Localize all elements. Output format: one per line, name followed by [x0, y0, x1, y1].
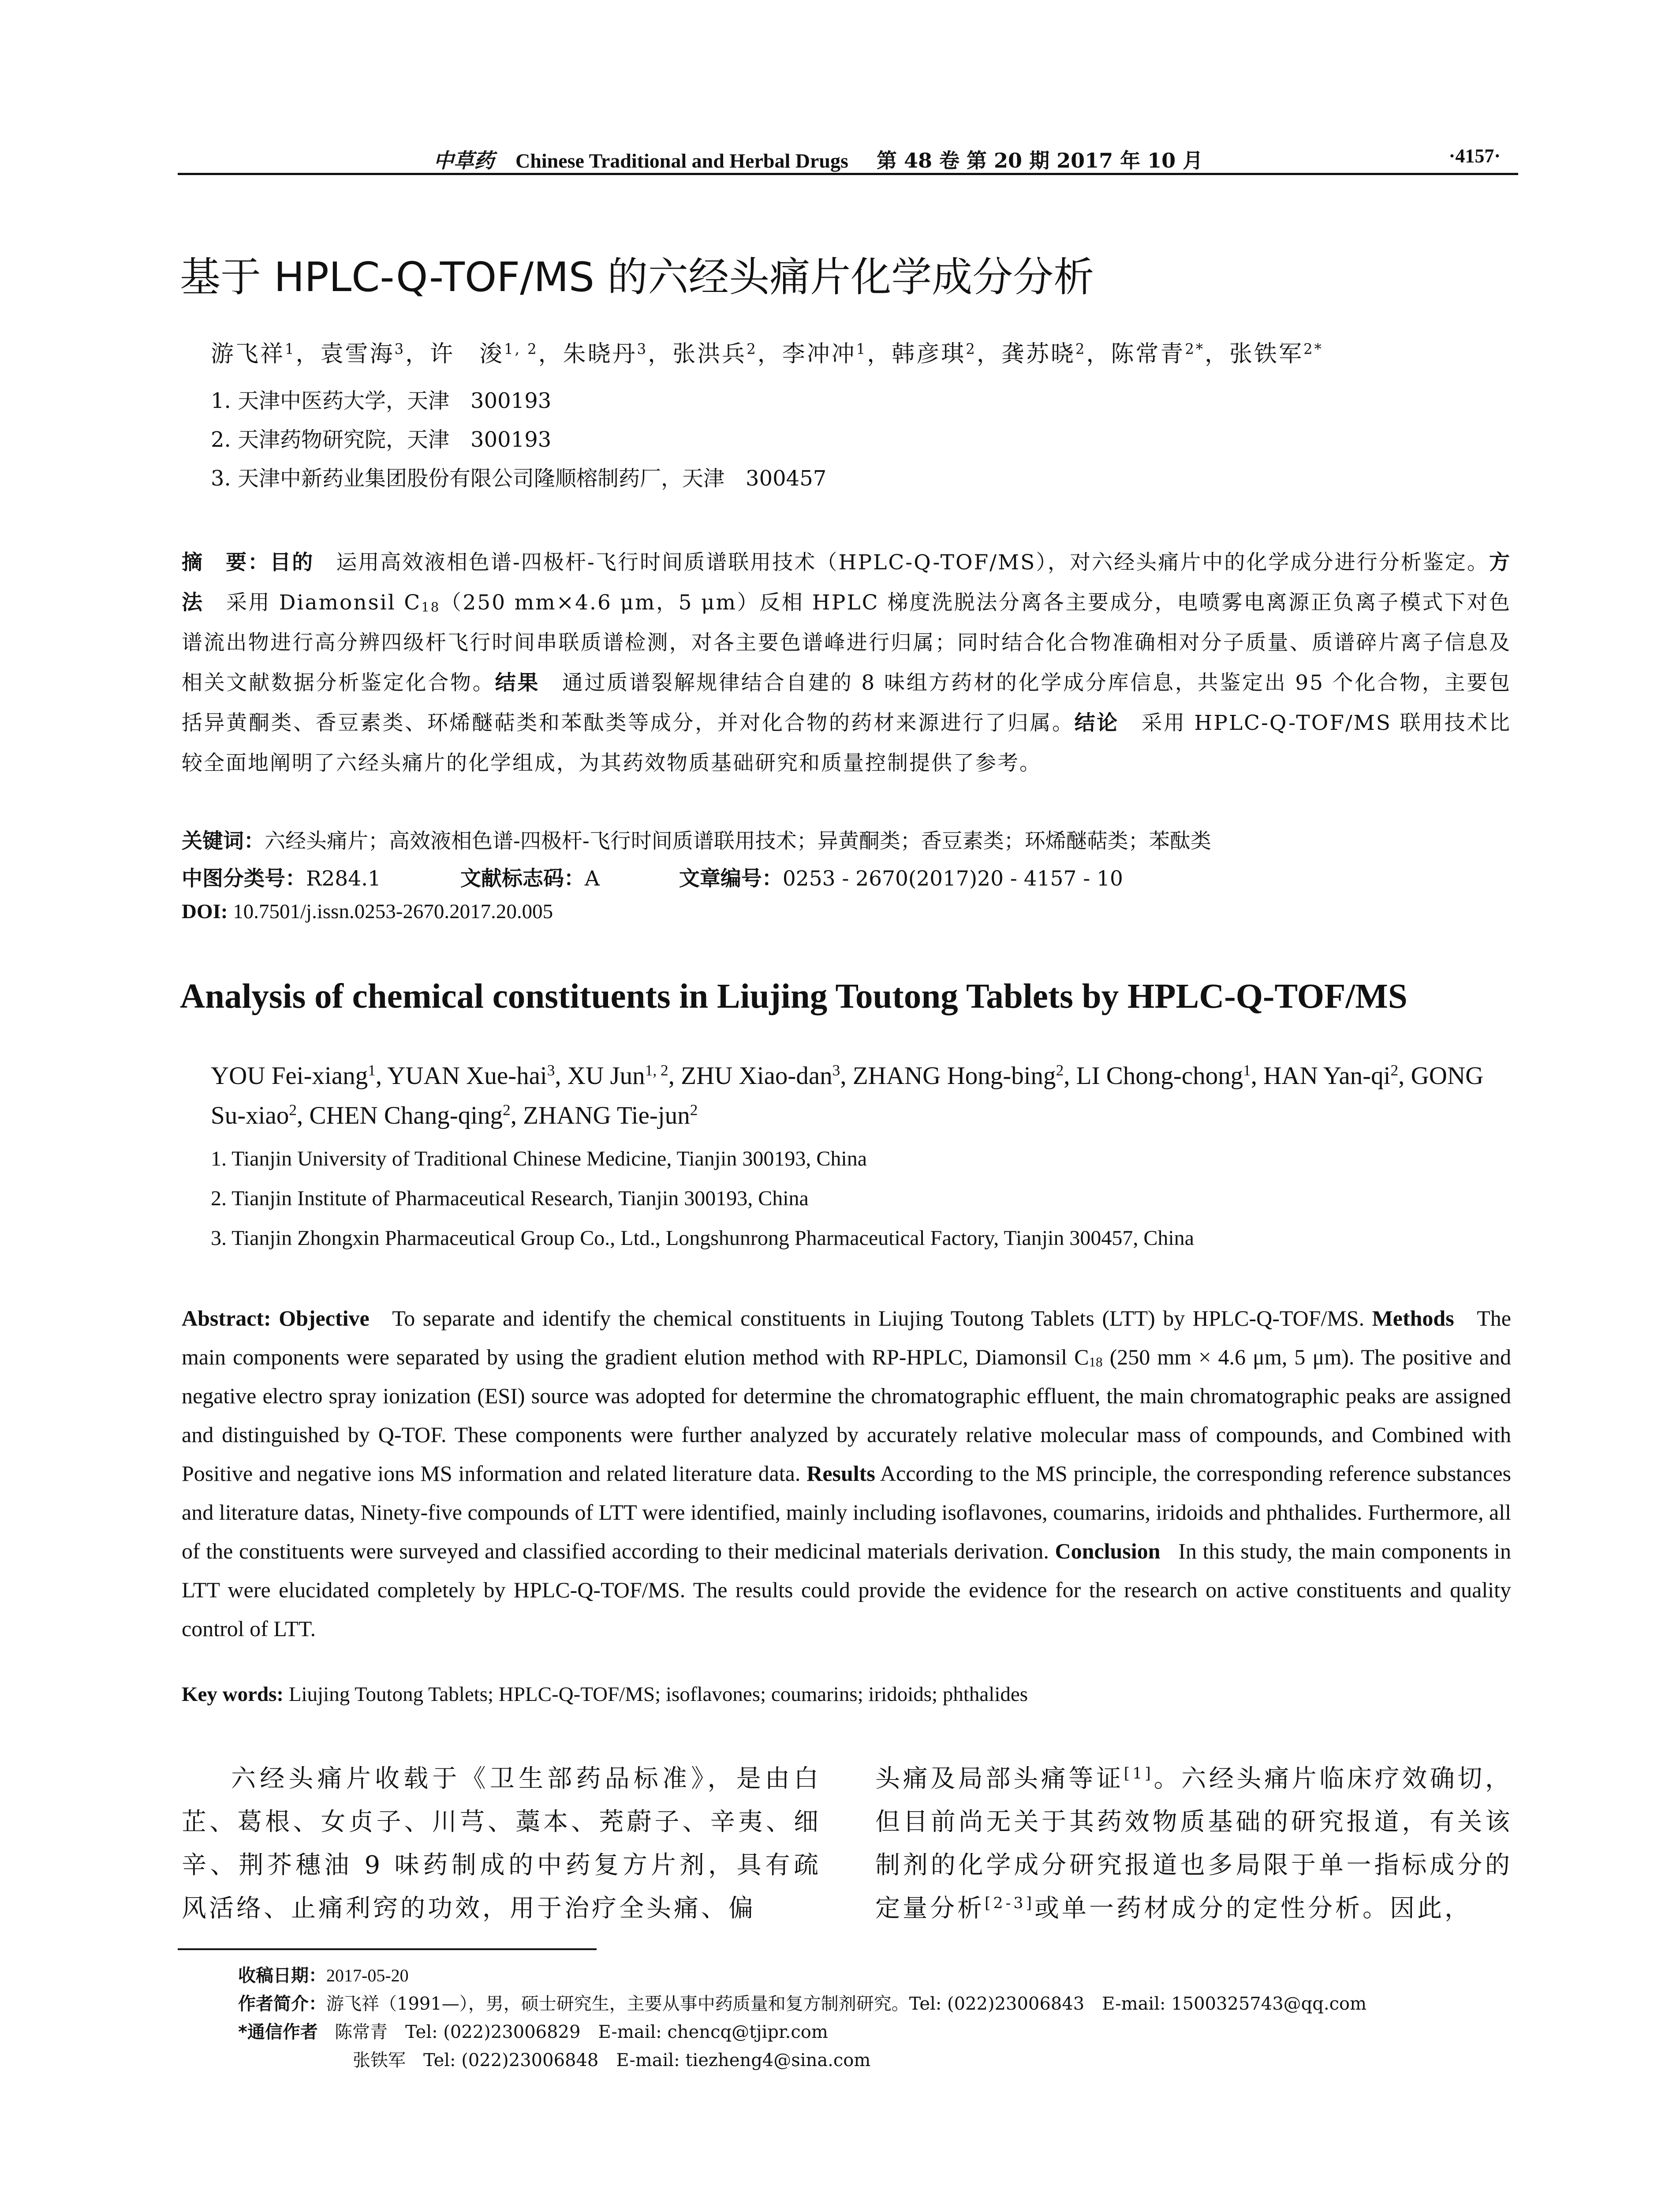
- citation-1[interactable]: [1]: [1124, 1764, 1154, 1783]
- conclusion-en-label: Conclusion: [1055, 1539, 1161, 1563]
- methods-cn-label: 方法: [182, 550, 1512, 615]
- conclusion-cn-text: 采用 HPLC-Q-TOF/MS 联用技术比较全面地阐明了六经头痛片的化学组成，为其药效物质基础研究和质量控制提供了参考。: [182, 711, 1512, 775]
- doi-line: [182, 900, 1511, 923]
- corresponding-1: 陈常青 Tel: (022)23006829 E-mail: chencq@tjipr.com: [335, 2022, 828, 2042]
- author-cn: 许 浚: [430, 341, 504, 367]
- results-cn-label: 结果: [495, 671, 540, 695]
- keywords-en: [182, 1682, 1511, 1706]
- author-en-affil-mark: 3: [547, 1061, 555, 1079]
- doc-code-value: A: [584, 867, 600, 891]
- author-en: ZHANG Hong-bing: [852, 1062, 1056, 1090]
- author-en: GONG Su-xiao: [211, 1062, 1484, 1129]
- body-right-text-a: 头痛及局部头痛等证: [875, 1764, 1124, 1793]
- author-cn: 朱晓丹: [563, 341, 637, 367]
- body-right-text-b: 。六经头痛片临床疗效确切，但目前尚无关于其药效物质基础的研究报道，有关该制剂的化学成分研究报道也多局限于单一指标成分的定量分析: [875, 1764, 1513, 1923]
- author-bio-text: 游飞祥（1991—），男，硕士研究生，主要从事中药质量和复方制剂研究。Tel: (022)23006843 E-mail: 1500325743@qq.com: [326, 1994, 1367, 2014]
- author-en: YOU Fei-xiang: [211, 1062, 368, 1090]
- doi-value: 10.7501/j.issn.0253-2670.2017.20.005: [233, 900, 553, 923]
- authors-cn: 游飞祥$^1$，袁雪海$^3$，许 浚$^{1, 2}$，朱晓丹$^3$，张洪兵$^2$，李冲冲$^1$，韩彦琪$^2$，龚苏晓$^2$，陈常青$^{2*}$，张铁军$^{2*}$: [211, 340, 1323, 367]
- author-cn-affil-mark: 3: [394, 340, 406, 358]
- affiliation-cn-1: 1. 天津中医药大学，天津 300193: [211, 389, 552, 413]
- running-header: [178, 140, 1518, 176]
- author-cn-affil-mark: 1: [285, 340, 296, 358]
- author-en: XU Jun: [567, 1062, 645, 1090]
- article-no-value: 0253 - 2670(2017)20 - 4157 - 10: [782, 867, 1123, 891]
- author-cn-affil-mark: 1: [856, 340, 867, 358]
- citation-2-3[interactable]: [2-3]: [985, 1894, 1034, 1912]
- title-en: Analysis of chemical constituents in Liujing Toutong Tablets by HPLC-Q-TOF/MS: [180, 977, 1407, 1016]
- affiliation-en-2: 2. Tianjin Institute of Pharmaceutical Research, Tianjin 300193, China: [211, 1187, 809, 1210]
- clc-label: 中图分类号：: [182, 867, 306, 891]
- keywords-cn-text: 六经头痛片；高效液相色谱-四极杆-飞行时间质谱联用技术；异黄酮类；香豆素类；环烯醚萜类；苯酞类: [265, 829, 1211, 853]
- keywords-cn-label: 关键词：: [182, 829, 265, 853]
- author-en-affil-mark: 1, 2: [645, 1061, 668, 1079]
- footnote-rule: [178, 1948, 597, 1950]
- author-cn-affil-mark: 2: [1075, 340, 1086, 358]
- clc-value: R284.1: [306, 867, 381, 891]
- author-cn-affil-mark: 1, 2: [504, 340, 538, 358]
- keywords-en-text: Liujing Toutong Tablets; HPLC-Q-TOF/MS; isoflavones; coumarins; iridoids; phthalides: [288, 1683, 1028, 1706]
- body-right-column: [875, 1757, 1512, 1930]
- conclusion-en-text: In this study, the main components in LTT were elucidated completely by HPLC-Q-TOF/MS. The results could provide the evidence for the research on active constituents and quality control of LTT.: [182, 1539, 1512, 1641]
- author-en-affil-mark: 2: [690, 1101, 698, 1119]
- methods-en-label: Methods: [1372, 1306, 1454, 1330]
- results-cn-text: 通过质谱裂解规律结合自建的 8 味组方药材的化学成分库信息，共鉴定出 95 个化合物，主要包括异黄酮类、香豆素类、环烯醚萜类和苯酞类等成分，并对化合物的药材来源进行了归属。: [182, 671, 1512, 735]
- footnote-author: [238, 1990, 1366, 2015]
- footnote-correspondence: [238, 2018, 828, 2043]
- methods-cn-post: （250 mm×4.6 μm，5 μm）反相 HPLC 梯度洗脱法分离各主要成分，电喷雾电离源正负离子模式下对色谱流出物进行高分辨四级杆飞行时间串联质谱检测，对各主要色谱峰进行归属；同时结合化合物准确相对分子质量、质谱碎片离子信息及相关文献数据分析鉴定化合物。: [182, 590, 1511, 695]
- author-cn: 李冲冲: [782, 341, 856, 367]
- abstract-en: [182, 1299, 1511, 1648]
- page-number: ·4157·: [1449, 145, 1501, 167]
- corresponding-label: *通信作者: [238, 2022, 318, 2042]
- abstract-cn: [182, 542, 1511, 783]
- methods-cn-sub: 18: [421, 599, 441, 615]
- received-date: 2017-05-20: [326, 1966, 409, 1985]
- body-right-text-c: 或单一药材成分的定性分析。因此，: [1034, 1894, 1472, 1923]
- objective-en-text: To separate and identify the chemical constituents in Liujing Toutong Tablets (LTT) by HPLC-Q-TOF/MS.: [392, 1306, 1365, 1330]
- keywords-cn: [182, 825, 1511, 854]
- objective-en-label: Objective: [279, 1306, 370, 1330]
- author-cn-affil-mark: 2: [966, 340, 977, 358]
- author-en-affil-mark: 2: [1056, 1061, 1064, 1079]
- author-en-affil-mark: 2: [503, 1101, 511, 1119]
- affiliation-cn-2: 2. 天津药物研究院，天津 300193: [211, 427, 552, 452]
- article-no-label: 文章编号：: [679, 867, 783, 891]
- author-cn: 张洪兵: [672, 341, 747, 367]
- objective-cn-label: 目的: [270, 550, 314, 575]
- methods-en-post: (250 mm × 4.6 μm, 5 μm). The positive and negative electro spray ionization (ESI) source was adopted for determine the chromatographic effluent, the main chromatographic peaks are assigned and distinguished by Q-TOF. These components were further analyzed by accurately relative molecular mass of compounds, and Combined with Positive and negative ions MS information and related literature data.: [182, 1345, 1512, 1486]
- author-cn-affil-mark: 2*: [1303, 340, 1323, 358]
- author-en: ZHU Xiao-dan: [681, 1062, 833, 1090]
- author-cn: 龚苏晓: [1001, 341, 1075, 367]
- author-en: LI Chong-chong: [1076, 1062, 1243, 1090]
- affiliation-en-3: 3. Tianjin Zhongxin Pharmaceutical Group Co., Ltd., Longshunrong Pharmaceutical Factory, Tianjin 300457, China: [211, 1226, 1194, 1250]
- author-cn: 袁雪海: [320, 341, 395, 367]
- objective-cn-text: 运用高效液相色谱-四极杆-飞行时间质谱联用技术（HPLC-Q-TOF/MS），对六经头痛片中的化学成分进行分析鉴定。: [336, 550, 1490, 575]
- results-en-label: Results: [806, 1461, 875, 1486]
- doc-code-label: 文献标志码：: [460, 867, 585, 891]
- journal-info: [433, 145, 1203, 174]
- conclusion-cn-label: 结论: [1074, 711, 1119, 735]
- results-en-text: According to the MS principle, the corresponding reference substances and literature datas, Ninety-five compounds of LTT were identified, mainly including isoflavones, coumarins, iridoids and phthalides. Furthermore, all of the constituents were surveyed and classified according to their medicinal materials derivation.: [182, 1461, 1511, 1563]
- doi-label: DOI:: [182, 900, 228, 923]
- author-cn: 张铁军: [1229, 341, 1304, 367]
- author-en: CHEN Chang-qing: [309, 1102, 503, 1129]
- author-en-affil-mark: 2: [1390, 1061, 1399, 1079]
- footnote-received: [238, 1962, 409, 1987]
- affiliation-en-1: 1. Tianjin University of Traditional Chinese Medicine, Tianjin 300193, China: [211, 1147, 867, 1170]
- abstract-en-label: Abstract:: [182, 1306, 271, 1330]
- header-rule: [178, 173, 1518, 175]
- author-en-affil-mark: 2: [289, 1101, 297, 1119]
- author-bio-label: 作者简介：: [238, 1994, 326, 2014]
- author-cn-affil-mark: 3: [637, 340, 648, 358]
- keywords-en-label: Key words:: [182, 1683, 284, 1706]
- author-cn: 陈常青: [1111, 341, 1185, 367]
- footnote-correspondence-2: 张铁军 Tel: (022)23006848 E-mail: tiezheng4@sina.com: [353, 2050, 871, 2070]
- author-en: ZHANG Tie-jun: [523, 1102, 690, 1129]
- affiliation-cn-3: 3. 天津中新药业集团股份有限公司隆顺榕制药厂，天津 300457: [211, 466, 827, 491]
- methods-en-pre: The main components were separated by using the gradient elution method with RP-HPLC, Diamonsil C: [182, 1306, 1511, 1369]
- author-cn: 韩彦琪: [892, 341, 966, 367]
- journal-name-en: Chinese Traditional and Herbal Drugs: [515, 149, 848, 172]
- author-cn-affil-mark: 2*: [1185, 340, 1205, 358]
- methods-en-sub: 18: [1089, 1354, 1103, 1370]
- received-label: 收稿日期：: [238, 1966, 326, 1986]
- issue-info: 第 48 卷 第 20 期 2017 年 10 月: [876, 149, 1203, 172]
- author-en: HAN Yan-qi: [1263, 1062, 1391, 1090]
- body-left-column: [182, 1757, 821, 1930]
- body-left-text: 六经头痛片收载于《卫生部药品标准》，是由白芷、葛根、女贞子、川芎、藁本、茺蔚子、辛夷、细辛、荆芥穗油 9 味药制成的中药复方片剂，具有疏风活络、止痛利窍的功效，用于治疗全头痛、偏: [182, 1764, 821, 1923]
- classification-line: [182, 862, 1511, 892]
- author-en: YUAN Xue-hai: [387, 1062, 547, 1090]
- methods-cn-pre: 采用 Diamonsil C: [226, 590, 422, 615]
- author-cn-affil-mark: 2: [747, 340, 758, 358]
- journal-name-cn: 中草药: [433, 149, 494, 172]
- authors-en: YOU Fei-xiang$^1$, YUAN Xue-hai$^3$, XU Jun$^{1, 2}$, ZHU Xiao-dan$^3$, ZHANG Hong-bing$^2$, LI Chong-chong$^1$, HAN Yan-$qi^2$, GONG Su-xiao$^2$, CHEN Chang-qing$^2$, ZHANG Tie-jun$^2$: [211, 1061, 1484, 1129]
- author-en-affil-mark: 3: [832, 1061, 840, 1079]
- author-en-affil-mark: 1: [1243, 1061, 1251, 1079]
- author-en-affil-mark: 1: [368, 1061, 376, 1079]
- abstract-cn-label: 摘 要：: [182, 550, 270, 575]
- author-cn: 游飞祥: [211, 341, 285, 367]
- title-cn: 基于 HPLC-Q-TOF/MS 的六经头痛片化学成分分析: [180, 254, 1094, 301]
